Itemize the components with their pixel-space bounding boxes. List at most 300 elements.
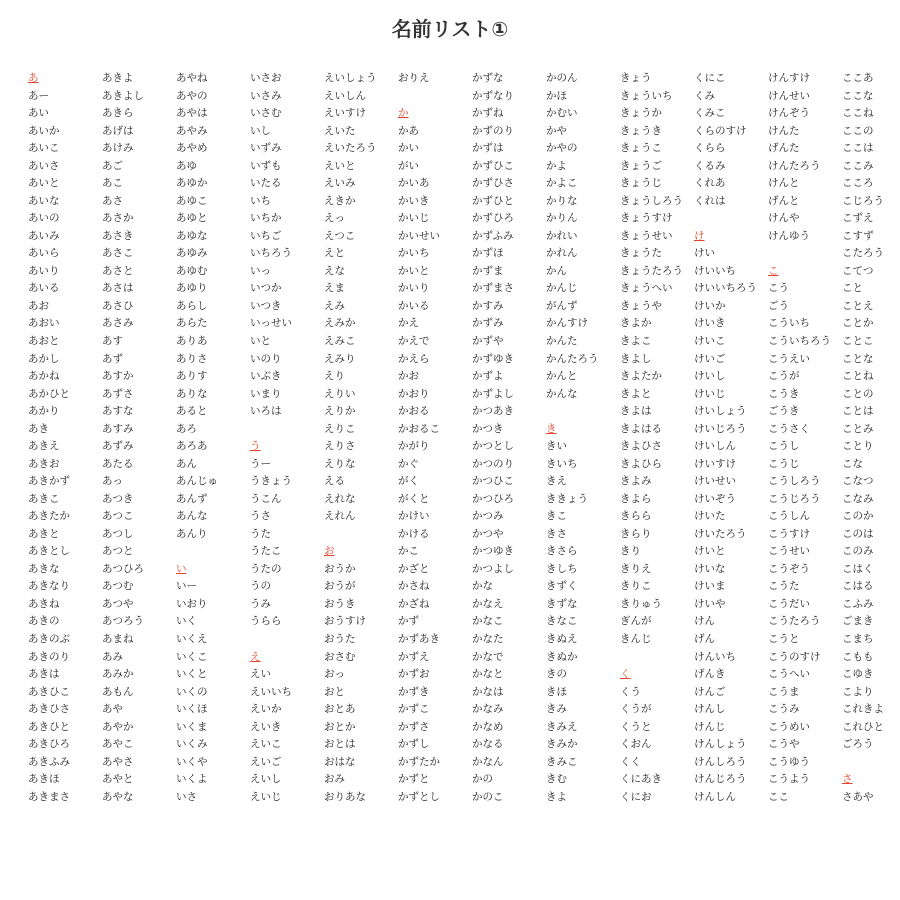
name-item: いさお [250, 72, 282, 84]
name-item: かずな [472, 72, 504, 84]
name-item: あやめ [176, 142, 208, 155]
name-item: いと [250, 334, 271, 347]
name-item: こう [768, 282, 789, 295]
name-item: きい [546, 440, 567, 453]
name-item: おりえ [398, 72, 430, 84]
section-header: か [398, 107, 409, 120]
name-item: がんず [546, 299, 578, 312]
name-item: あらし [176, 299, 208, 312]
name-item: おみ [324, 773, 345, 786]
name-item: けん [694, 615, 715, 628]
name-item: こうせい [768, 545, 810, 558]
name-item: あゆり [176, 282, 208, 295]
name-item: ありあ [176, 334, 208, 347]
section-header: け [694, 229, 705, 242]
name-item: かなで [472, 650, 504, 663]
name-column [250, 70, 324, 806]
name-item: あきよし [102, 89, 144, 102]
name-item: ことり [842, 440, 874, 453]
name-item: これひと [842, 720, 884, 733]
name-item: かんすけ [546, 317, 588, 330]
name-item: くにこ [694, 72, 726, 84]
name-item: いっせい [250, 317, 292, 330]
name-item: うたの [250, 562, 282, 575]
name-item: あご [102, 159, 123, 172]
name-item: あつき [102, 492, 134, 505]
name-item: あいら [28, 247, 60, 260]
name-item: くみ [694, 89, 715, 102]
name-item: けんじ [694, 720, 726, 733]
name-item: あかり [28, 405, 60, 418]
name-item: けんぞう [768, 107, 810, 120]
name-item: こもも [842, 650, 874, 663]
name-item: きよし [620, 352, 652, 365]
name-item: うの [250, 580, 271, 593]
name-item: くうが [620, 703, 652, 716]
name-item: あきひろ [28, 738, 70, 751]
name-item: ここは [842, 142, 874, 155]
name-item: きり [620, 545, 641, 558]
name-item: あきとし [28, 545, 70, 558]
name-item: いずみ [250, 142, 282, 155]
name-item: かずあき [398, 633, 440, 645]
name-item: あきは [28, 668, 60, 681]
name-item: あきのぶ [28, 633, 70, 645]
name-item: きよひら [620, 457, 662, 470]
name-item: きょうせい [620, 229, 673, 242]
name-item: かや [546, 124, 567, 137]
name-item: かずひこ [472, 159, 514, 172]
name-item: あろ [176, 422, 197, 435]
name-item: あんず [176, 492, 208, 505]
name-item: かずひろ [472, 212, 514, 225]
name-item: えつこ [324, 229, 356, 242]
name-item: さあや [842, 790, 874, 803]
name-item: あゆな [176, 229, 208, 242]
name-item: うたこ [250, 545, 282, 558]
name-item: あきほ [28, 773, 60, 786]
name-item: えりさ [324, 440, 356, 453]
name-item: こうき [768, 387, 800, 400]
name-item: おうた [324, 633, 356, 645]
name-item: あげは [102, 124, 134, 137]
name-item: あまね [102, 633, 134, 645]
name-item: きみか [546, 738, 578, 751]
name-item: あろあ [176, 440, 208, 453]
name-item: あき [28, 422, 49, 435]
name-item: あゆと [176, 212, 208, 225]
name-item: けいと [694, 545, 726, 558]
name-item: きずな [546, 597, 578, 610]
name-item: こうや [768, 738, 800, 751]
name-item: がい [398, 159, 419, 172]
name-item: きの [546, 668, 567, 681]
name-item: えりか [324, 405, 356, 418]
name-item: かすみ [472, 299, 504, 312]
name-item: こうた [768, 580, 800, 593]
name-item: うー [250, 457, 271, 470]
name-item: えきか [324, 194, 356, 207]
name-item: かずや [472, 334, 504, 347]
name-item: あきたか [28, 510, 70, 523]
name-column [472, 70, 546, 806]
name-item: ここ [768, 790, 789, 803]
name-item: あつむ [102, 580, 134, 593]
name-item: いくの [176, 685, 208, 698]
name-item: うみ [250, 597, 271, 610]
name-item: かなめ [472, 720, 504, 733]
section-header: く [620, 668, 631, 681]
name-item: えっ [324, 212, 345, 225]
name-item: きょう [620, 72, 652, 84]
name-item: あすみ [102, 422, 134, 435]
name-item: かんたろう [546, 352, 599, 365]
name-item: いろは [250, 405, 282, 418]
name-item: こうだい [768, 597, 810, 610]
name-item: うこん [250, 492, 282, 505]
name-item: かずさ [398, 720, 430, 733]
name-item: ことこ [842, 334, 874, 347]
name-item: きさら [546, 545, 578, 558]
name-item: きょうご [620, 159, 662, 172]
name-item: けいすけ [694, 457, 736, 470]
name-item: かずゆき [472, 352, 514, 365]
name-item: かつひろ [472, 492, 514, 505]
name-item: あやな [102, 790, 134, 803]
name-item: あきひこ [28, 685, 70, 698]
name-item: ここあ [842, 72, 874, 84]
name-item: こうし [768, 440, 800, 453]
name-item: かんな [546, 387, 578, 400]
name-item: かのん [546, 72, 578, 84]
name-item: ごう [768, 299, 789, 312]
name-item: あいこ [28, 142, 60, 155]
name-item: うた [250, 527, 271, 540]
name-item: かずまさ [472, 282, 514, 295]
name-item: こうしん [768, 510, 810, 523]
name-item: げん [694, 633, 715, 645]
name-item: けんいち [694, 650, 736, 663]
name-item: けいじろう [694, 422, 747, 435]
name-item: あいか [28, 124, 60, 137]
name-item: きよと [620, 387, 652, 400]
name-item: くにあき [620, 773, 662, 786]
name-item: あきこ [28, 492, 60, 505]
name-item: けんしろう [694, 755, 747, 768]
name-item: くらのすけ [694, 124, 747, 137]
name-item: あやみ [176, 124, 208, 137]
blank-cell [250, 421, 324, 439]
name-item: こふみ [842, 597, 874, 610]
name-item: きほ [546, 685, 567, 698]
name-item: あっ [102, 475, 123, 488]
name-item: こはる [842, 580, 874, 593]
name-item: かいる [398, 299, 430, 312]
name-item: あきな [28, 562, 60, 575]
name-item: くれあ [694, 177, 726, 190]
name-item: いくよ [176, 773, 208, 786]
name-item: あさみ [102, 317, 134, 330]
name-item: ごうき [768, 405, 800, 418]
name-item: かお [398, 370, 419, 383]
name-item: くるみ [694, 159, 726, 172]
name-item: きみこ [546, 755, 578, 768]
blank-cell [694, 210, 768, 228]
name-item: いち [250, 194, 271, 207]
name-item: いたる [250, 177, 282, 190]
name-item: あきの [28, 615, 60, 628]
name-item: えいたろう [324, 142, 377, 155]
name-item: こなみ [842, 492, 874, 505]
name-item: いくほ [176, 703, 208, 716]
name-item: ごまき [842, 615, 874, 628]
name-item: かずふみ [472, 229, 514, 242]
name-item: こうが [768, 370, 800, 383]
name-item: えりな [324, 457, 356, 470]
name-item: あみ [102, 650, 123, 663]
name-item: えいた [324, 124, 356, 137]
name-item: えと [324, 247, 345, 260]
name-item: あもん [102, 685, 134, 698]
name-item: かけい [398, 510, 430, 523]
name-item: いつか [250, 282, 282, 295]
name-item: あこ [102, 177, 123, 190]
name-item: えいと [324, 159, 356, 172]
name-item: おと [324, 685, 345, 698]
name-item: げんと [768, 194, 800, 207]
name-item: えいじ [250, 790, 282, 803]
name-item: えいみ [324, 177, 356, 190]
name-item: けい [694, 247, 715, 260]
name-item: きむ [546, 773, 567, 786]
name-column [102, 70, 176, 806]
name-item: おとか [324, 720, 356, 733]
name-item: ありす [176, 370, 208, 383]
name-item: きぬか [546, 650, 578, 663]
name-item: いくこ [176, 650, 208, 663]
name-item: えいき [250, 720, 282, 733]
blank-cell [324, 526, 398, 544]
name-column [620, 70, 694, 806]
name-item: けいぞう [694, 492, 736, 505]
name-column [768, 70, 842, 806]
name-item: えいしょう [324, 72, 377, 84]
name-item: けいか [694, 299, 726, 312]
name-item: ことね [842, 370, 874, 383]
name-item: けんゆう [768, 229, 810, 242]
name-item: あやね [176, 72, 208, 84]
name-item: きよは [620, 405, 652, 418]
name-item: あたる [102, 457, 134, 470]
name-item: くれは [694, 194, 726, 207]
blank-cell [620, 649, 694, 667]
name-item: かつあき [472, 405, 514, 418]
name-item: おはな [324, 755, 356, 768]
name-item: ことは [842, 405, 874, 418]
name-item: きょうこ [620, 142, 662, 155]
name-item: こたろう [842, 247, 884, 260]
name-item: きょうじ [620, 177, 662, 190]
name-item: あゆか [176, 177, 208, 190]
name-item: けんせい [768, 89, 810, 102]
name-item: あかひと [28, 387, 70, 400]
name-item: きしち [546, 562, 578, 575]
name-item: くう [620, 685, 641, 698]
name-item: あずみ [102, 440, 134, 453]
name-item: ありな [176, 387, 208, 400]
name-item: かつや [472, 527, 504, 540]
blank-cell [250, 631, 324, 649]
name-item: きょうか [620, 107, 662, 120]
name-item: こうじ [768, 457, 800, 470]
name-item: あやの [176, 89, 208, 102]
name-item: かえで [398, 334, 430, 347]
name-item: えいこ [250, 738, 282, 751]
name-item: きいち [546, 457, 578, 470]
name-item: かつのり [472, 457, 514, 470]
name-item: けいいちろう [694, 282, 757, 295]
name-item: けいま [694, 580, 726, 593]
name-item: あやか [102, 720, 134, 733]
name-item: かなえ [472, 597, 504, 610]
name-item: あけみ [102, 142, 134, 155]
name-item: えり [324, 370, 345, 383]
name-item: いずも [250, 159, 282, 172]
name-item: えま [324, 282, 345, 295]
name-item: えみり [324, 352, 356, 365]
name-item: かぐ [398, 457, 419, 470]
name-item: かれん [546, 247, 578, 260]
name-item: きよみ [620, 475, 652, 488]
name-item: こうみ [768, 703, 800, 716]
name-item: あん [176, 457, 197, 470]
name-item: かおる [398, 405, 430, 418]
name-item: けいたろう [694, 527, 747, 540]
name-item: これきよ [842, 703, 884, 716]
name-item: きよか [620, 317, 652, 330]
name-item: あお [28, 299, 49, 312]
name-item: あやは [176, 107, 208, 120]
name-item: えみか [324, 317, 356, 330]
section-header: き [546, 422, 557, 435]
name-item: あゆむ [176, 264, 208, 277]
name-item: きらり [620, 527, 652, 540]
name-item: かずとし [398, 790, 440, 803]
name-item: えいすけ [324, 107, 366, 120]
name-item: ここな [842, 89, 874, 102]
name-item: きょうへい [620, 282, 673, 295]
name-item: かざね [398, 597, 430, 610]
name-item: きょういち [620, 89, 673, 102]
page-title: 名前リスト① [391, 17, 509, 41]
name-item: あきひさ [28, 703, 70, 716]
name-item: おさむ [324, 650, 356, 663]
name-item: かりな [546, 194, 578, 207]
name-item: えいし [250, 773, 282, 786]
name-item: かずは [472, 142, 504, 155]
name-item: あきなり [28, 580, 70, 593]
name-item: がくと [398, 492, 430, 505]
name-item: かこ [398, 545, 419, 558]
name-item: きこ [546, 510, 567, 523]
name-item: かがり [398, 440, 430, 453]
name-item: かずほ [472, 247, 504, 260]
section-header: さ [842, 773, 853, 786]
name-item: えな [324, 264, 345, 277]
name-column [398, 70, 472, 806]
name-item: あさひ [102, 299, 134, 312]
name-item: えりい [324, 387, 356, 400]
name-item: きよこ [620, 334, 652, 347]
name-item: あつし [102, 527, 134, 540]
name-item: あると [176, 405, 208, 418]
name-item: あさこ [102, 247, 134, 260]
name-item: ここみ [842, 159, 874, 172]
name-item: こういち [768, 317, 810, 330]
name-item: こうと [768, 633, 800, 645]
name-item: あきら [102, 107, 134, 120]
name-item: いおり [176, 597, 208, 610]
name-item: けいしょう [694, 405, 747, 418]
name-item: きょうたろう [620, 264, 683, 277]
name-item: かほ [546, 89, 567, 102]
name-item: いし [250, 124, 271, 137]
blank-cell [768, 245, 842, 263]
name-item: こと [842, 282, 863, 295]
name-item: あきよ [102, 72, 134, 84]
name-item: える [324, 475, 345, 488]
name-item: あやこ [102, 738, 134, 751]
name-item: このか [842, 510, 874, 523]
blank-cell [546, 403, 620, 421]
name-item: けいた [694, 510, 726, 523]
name-item: かける [398, 527, 430, 540]
name-item: いくみ [176, 738, 208, 751]
name-item: あきふみ [28, 755, 70, 768]
name-item: きよたか [620, 370, 662, 383]
name-item: あすな [102, 405, 134, 418]
name-item: かつよし [472, 562, 514, 575]
name-item: かの [472, 773, 493, 786]
name-item: いちろう [250, 247, 292, 260]
name-item: あいと [28, 177, 60, 190]
name-item: あきまさ [28, 790, 70, 803]
name-item: あや [102, 703, 123, 716]
name-item: こうめい [768, 720, 810, 733]
name-item: あらた [176, 317, 208, 330]
name-item: あきね [28, 597, 60, 610]
name-item: おとあ [324, 703, 356, 716]
section-header: う [250, 440, 261, 453]
name-item: こうのすけ [768, 650, 821, 663]
name-item: きょうや [620, 299, 662, 312]
name-item: かずし [398, 738, 430, 751]
name-item: あゆ [176, 159, 197, 172]
name-item: かいと [398, 264, 430, 277]
name-item: あきえ [28, 440, 60, 453]
name-column [842, 70, 900, 806]
name-item: けんたろう [768, 159, 821, 172]
name-item: かなと [472, 668, 504, 681]
name-item: かよこ [546, 177, 578, 190]
name-item: けいせい [694, 475, 736, 488]
name-item: おりあな [324, 790, 366, 803]
name-item: かつみ [472, 510, 504, 523]
name-item: ここの [842, 124, 874, 137]
name-item: けいや [694, 597, 726, 610]
name-item: あさか [102, 212, 134, 225]
name-item: いさ [176, 790, 197, 803]
